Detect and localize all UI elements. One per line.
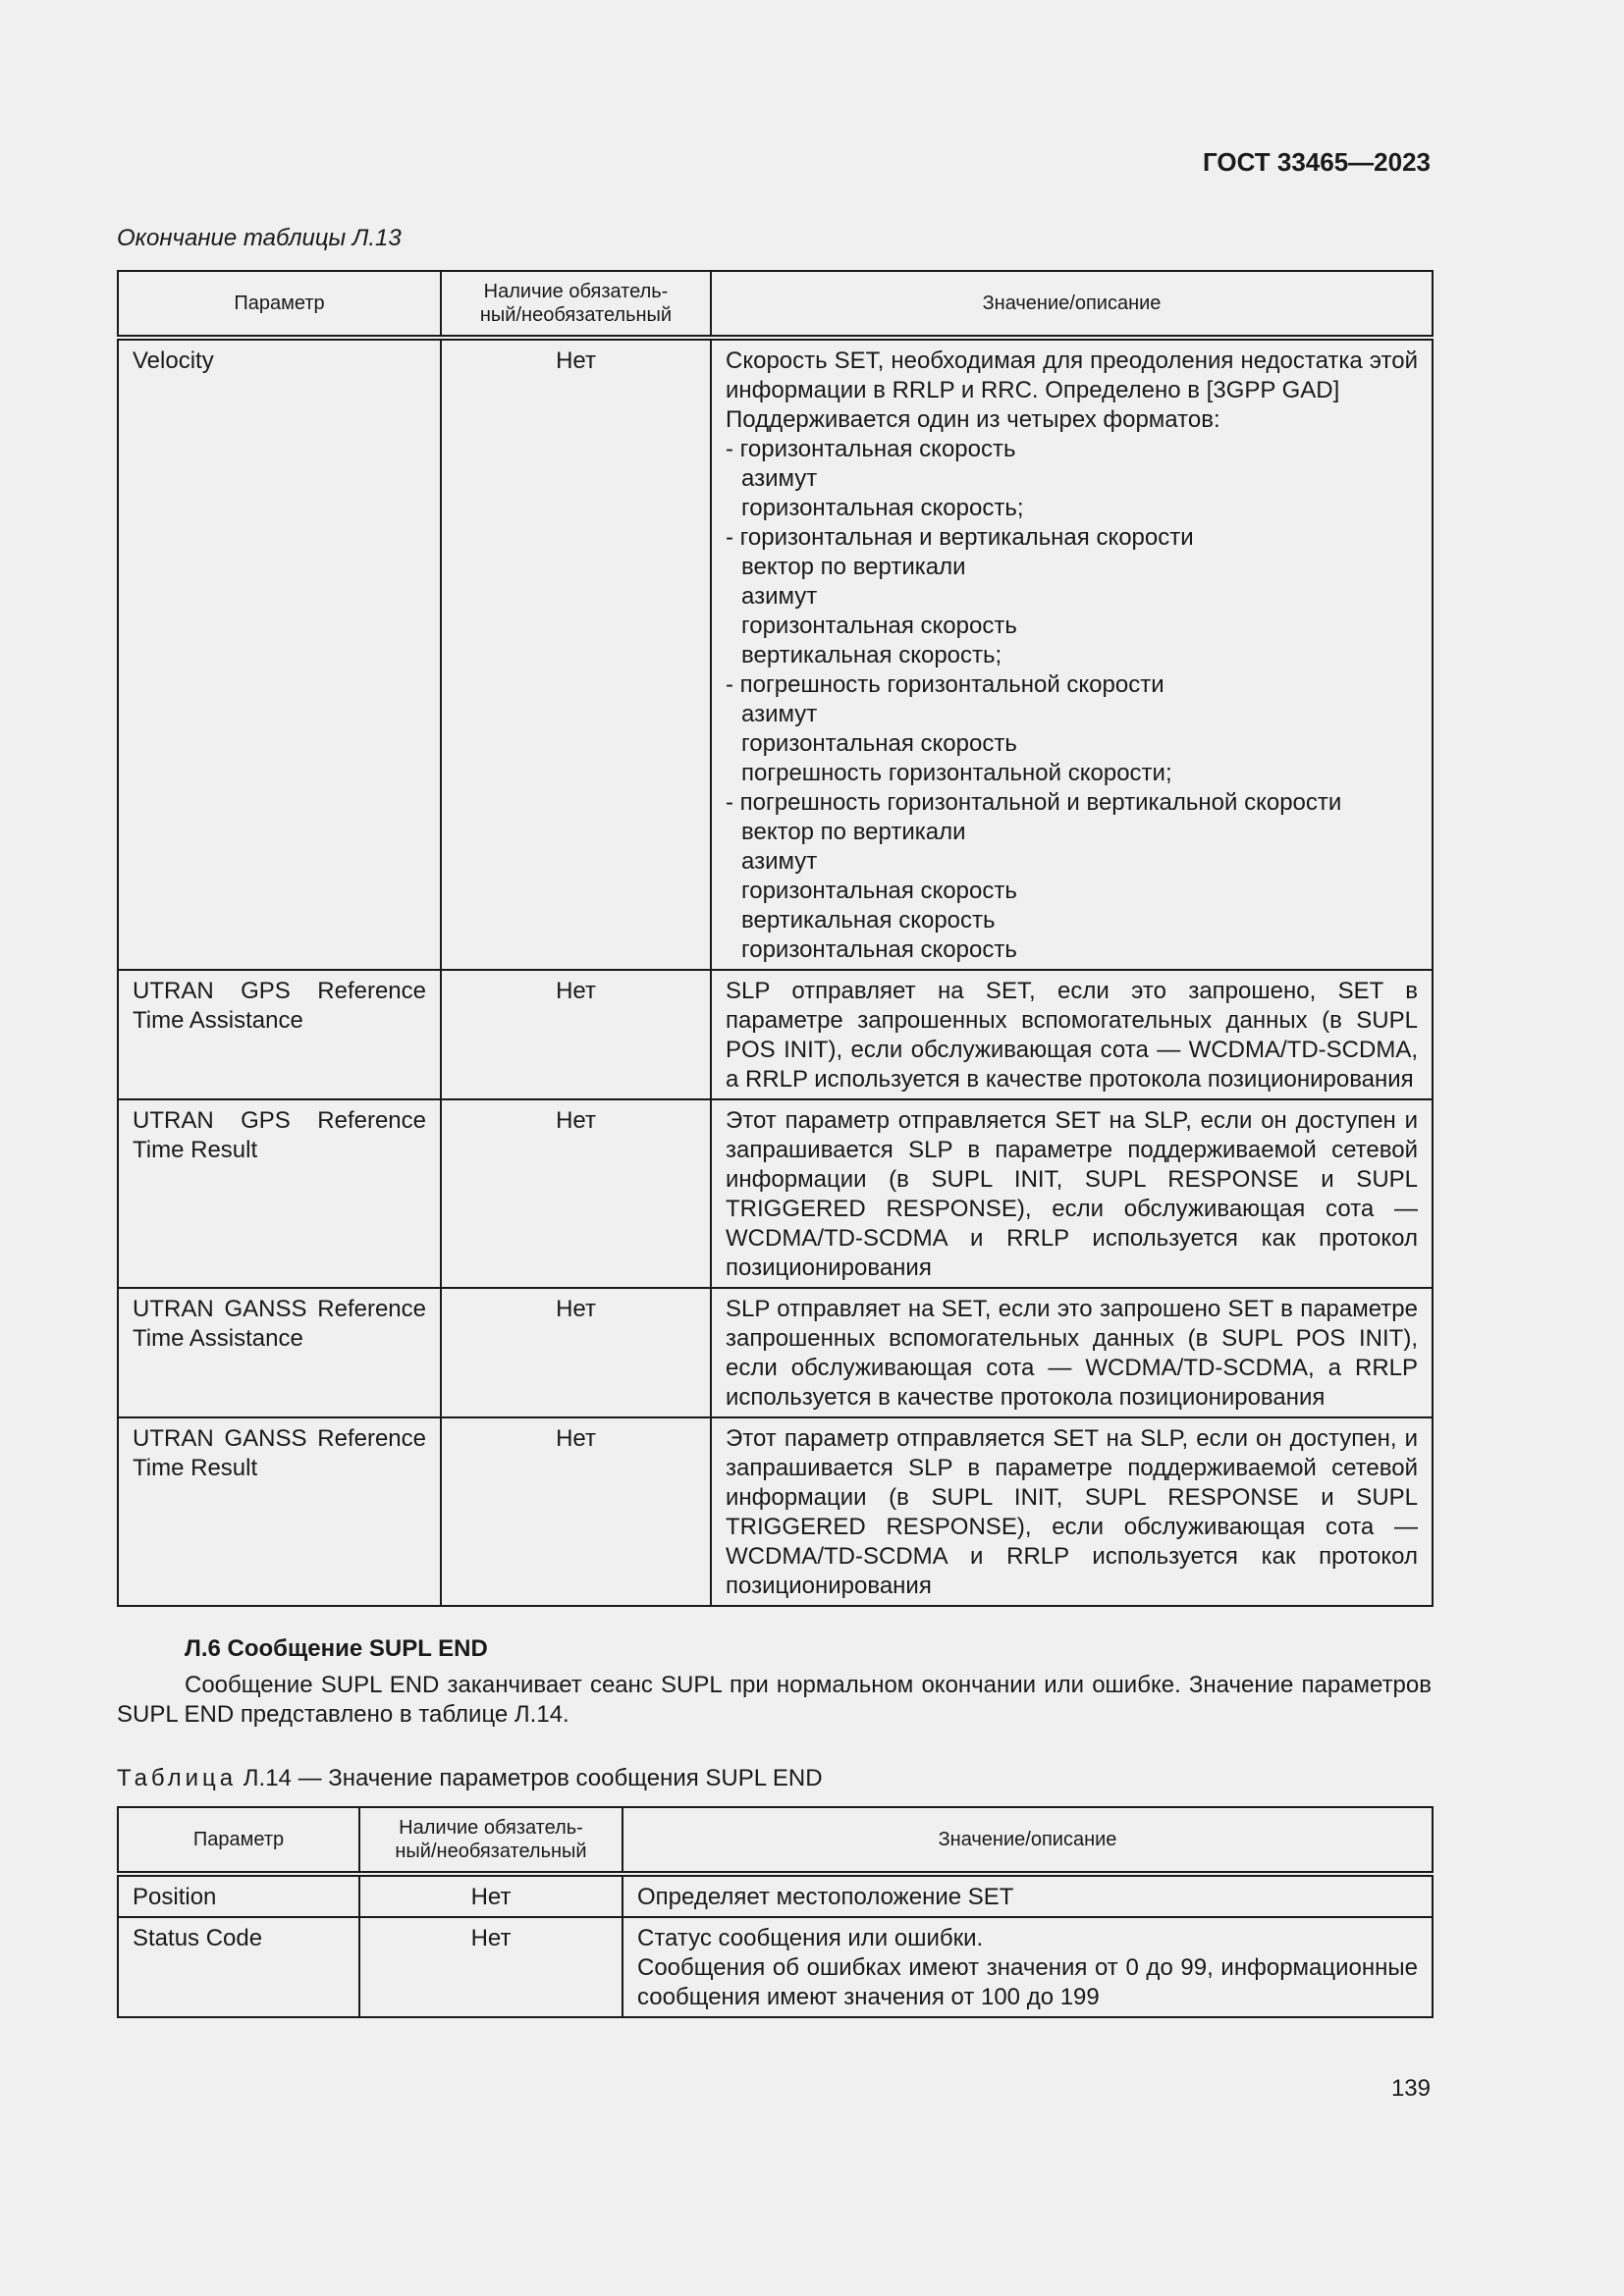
table-caption-label: Таблица xyxy=(117,1765,238,1791)
description-line: горизонтальная скорость xyxy=(741,936,1017,963)
cell-description xyxy=(711,1288,1433,1417)
cell-description xyxy=(711,970,1433,1099)
column-header-description: Значение/описание xyxy=(711,271,1433,338)
description-line: вектор по вертикали xyxy=(741,554,966,580)
cell-presence: Нет xyxy=(359,1917,623,2017)
description-line: - погрешность горизонтальной и вертикальной скорости xyxy=(726,789,1342,816)
table-row xyxy=(118,1874,1433,1917)
column-header-parameter: Параметр xyxy=(118,1807,359,1874)
description-line: SLP отправляет на SET, если это запрошено, SET в параметре запрошенных вспомогательных данных (в SUPL POS INIT), если обслуживающая сота — WCDMA/TD-SCDMA, а RRLP используется в качестве протокола позиционирования xyxy=(726,978,1418,1093)
cell-parameter: UTRAN GPS Reference Time Result xyxy=(118,1099,441,1288)
cell-parameter: Position xyxy=(118,1874,359,1917)
table-row xyxy=(118,970,1433,1099)
description-line: Статус сообщения или ошибки. xyxy=(637,1925,984,1951)
column-header-description: Значение/описание xyxy=(623,1807,1433,1874)
description-line: Этот параметр отправляется SET на SLP, если он доступен и запрашивается SLP в параметре поддерживаемой сетевой информации (в SUPL INIT, SUPL RESPONSE и SUPL TRIGGERED RESPONSE), если обслуживающая сота — WCDMA/TD-SCDMA и RRLP используется как протокол позиционирования xyxy=(726,1107,1418,1281)
description-line: горизонтальная скорость xyxy=(741,730,1017,757)
table-caption-text: Л.14 — Значение параметров сообщения SUPL END xyxy=(243,1765,823,1791)
cell-description xyxy=(711,1099,1433,1288)
cell-presence: Нет xyxy=(359,1874,623,1917)
description-line: Поддерживается один из четырех форматов: xyxy=(726,406,1220,433)
cell-description xyxy=(623,1874,1433,1917)
cell-description xyxy=(711,1417,1433,1606)
cell-parameter: Velocity xyxy=(118,338,441,970)
description-line: Скорость SET, необходимая для преодоления недостатка этой информации в RRLP и RRC. Определено в [3GPP GAD] xyxy=(726,347,1418,403)
column-header-presence: Наличие обязатель- ный/необязательный xyxy=(441,271,711,338)
description-line: вертикальная скорость; xyxy=(741,642,1002,668)
table-continuation-caption: Окончание таблицы Л.13 xyxy=(117,225,402,251)
cell-presence: Нет xyxy=(441,338,711,970)
description-line: SLP отправляет на SET, если это запрошено SET в параметре запрошенных вспомогательных данных (в SUPL POS INIT), если обслуживающая сота — WCDMA/TD-SCDMA, а RRLP используется в качестве протокола позиционирования xyxy=(726,1296,1418,1411)
description-line: - погрешность горизонтальной скорости xyxy=(726,671,1164,698)
table-row xyxy=(118,1288,1433,1417)
section-title: Л.6 Сообщение SUPL END xyxy=(185,1635,488,1662)
cell-parameter: UTRAN GPS Reference Time Assistance xyxy=(118,970,441,1099)
table-l14-caption xyxy=(117,1765,823,1792)
description-line: азимут xyxy=(741,701,818,727)
parameters-table-l13 xyxy=(117,270,1434,1607)
cell-presence: Нет xyxy=(441,1417,711,1606)
description-line: азимут xyxy=(741,465,818,492)
cell-parameter: UTRAN GANSS Reference Time Result xyxy=(118,1417,441,1606)
section-paragraph: Сообщение SUPL END заканчивает сеанс SUPL при нормальном окончании или ошибке. Значение параметров SUPL END представлено в таблице Л.14. xyxy=(117,1672,1432,1728)
description-line: Сообщения об ошибках имеют значения от 0 до 99, информационные сообщения имеют значения от 100 до 199 xyxy=(637,1954,1418,2010)
parameters-table-l14 xyxy=(117,1806,1434,2018)
table-header-row xyxy=(118,1807,1433,1874)
table-header-row xyxy=(118,271,1433,338)
cell-presence: Нет xyxy=(441,1099,711,1288)
cell-parameter: UTRAN GANSS Reference Time Assistance xyxy=(118,1288,441,1417)
table-body xyxy=(118,1874,1433,2017)
cell-description xyxy=(623,1917,1433,2017)
description-line: Этот параметр отправляется SET на SLP, если он доступен, и запрашивается SLP в параметре поддерживаемой сетевой информации (в SUPL INIT, SUPL RESPONSE и SUPL TRIGGERED RESPONSE), если обслуживающая сота — WCDMA/TD-SCDMA и RRLP используется как протокол позиционирования xyxy=(726,1425,1418,1599)
page-number: 139 xyxy=(1390,2075,1431,2102)
description-line: вектор по вертикали xyxy=(741,819,966,845)
table-row xyxy=(118,1099,1433,1288)
table-body xyxy=(118,338,1433,1606)
description-line: - горизонтальная и вертикальная скорости xyxy=(726,524,1194,551)
description-line: азимут xyxy=(741,848,818,875)
cell-presence: Нет xyxy=(441,1288,711,1417)
table-row xyxy=(118,1917,1433,2017)
document-code-header: ГОСТ 33465—2023 xyxy=(1203,147,1431,177)
table-row xyxy=(118,338,1433,970)
description-line: вертикальная скорость xyxy=(741,907,996,934)
cell-parameter: Status Code xyxy=(118,1917,359,2017)
cell-presence: Нет xyxy=(441,970,711,1099)
description-line: - горизонтальная скорость xyxy=(726,436,1016,462)
description-line: азимут xyxy=(741,583,818,610)
description-line: горизонтальная скорость; xyxy=(741,495,1024,521)
description-line: Определяет местоположение SET xyxy=(637,1884,1014,1910)
column-header-presence: Наличие обязатель- ный/необязательный xyxy=(359,1807,623,1874)
description-line: горизонтальная скорость xyxy=(741,878,1017,904)
description-line: погрешность горизонтальной скорости; xyxy=(741,760,1172,786)
description-line: горизонтальная скорость xyxy=(741,613,1017,639)
cell-description xyxy=(711,338,1433,970)
column-header-parameter: Параметр xyxy=(118,271,441,338)
table-row xyxy=(118,1417,1433,1606)
